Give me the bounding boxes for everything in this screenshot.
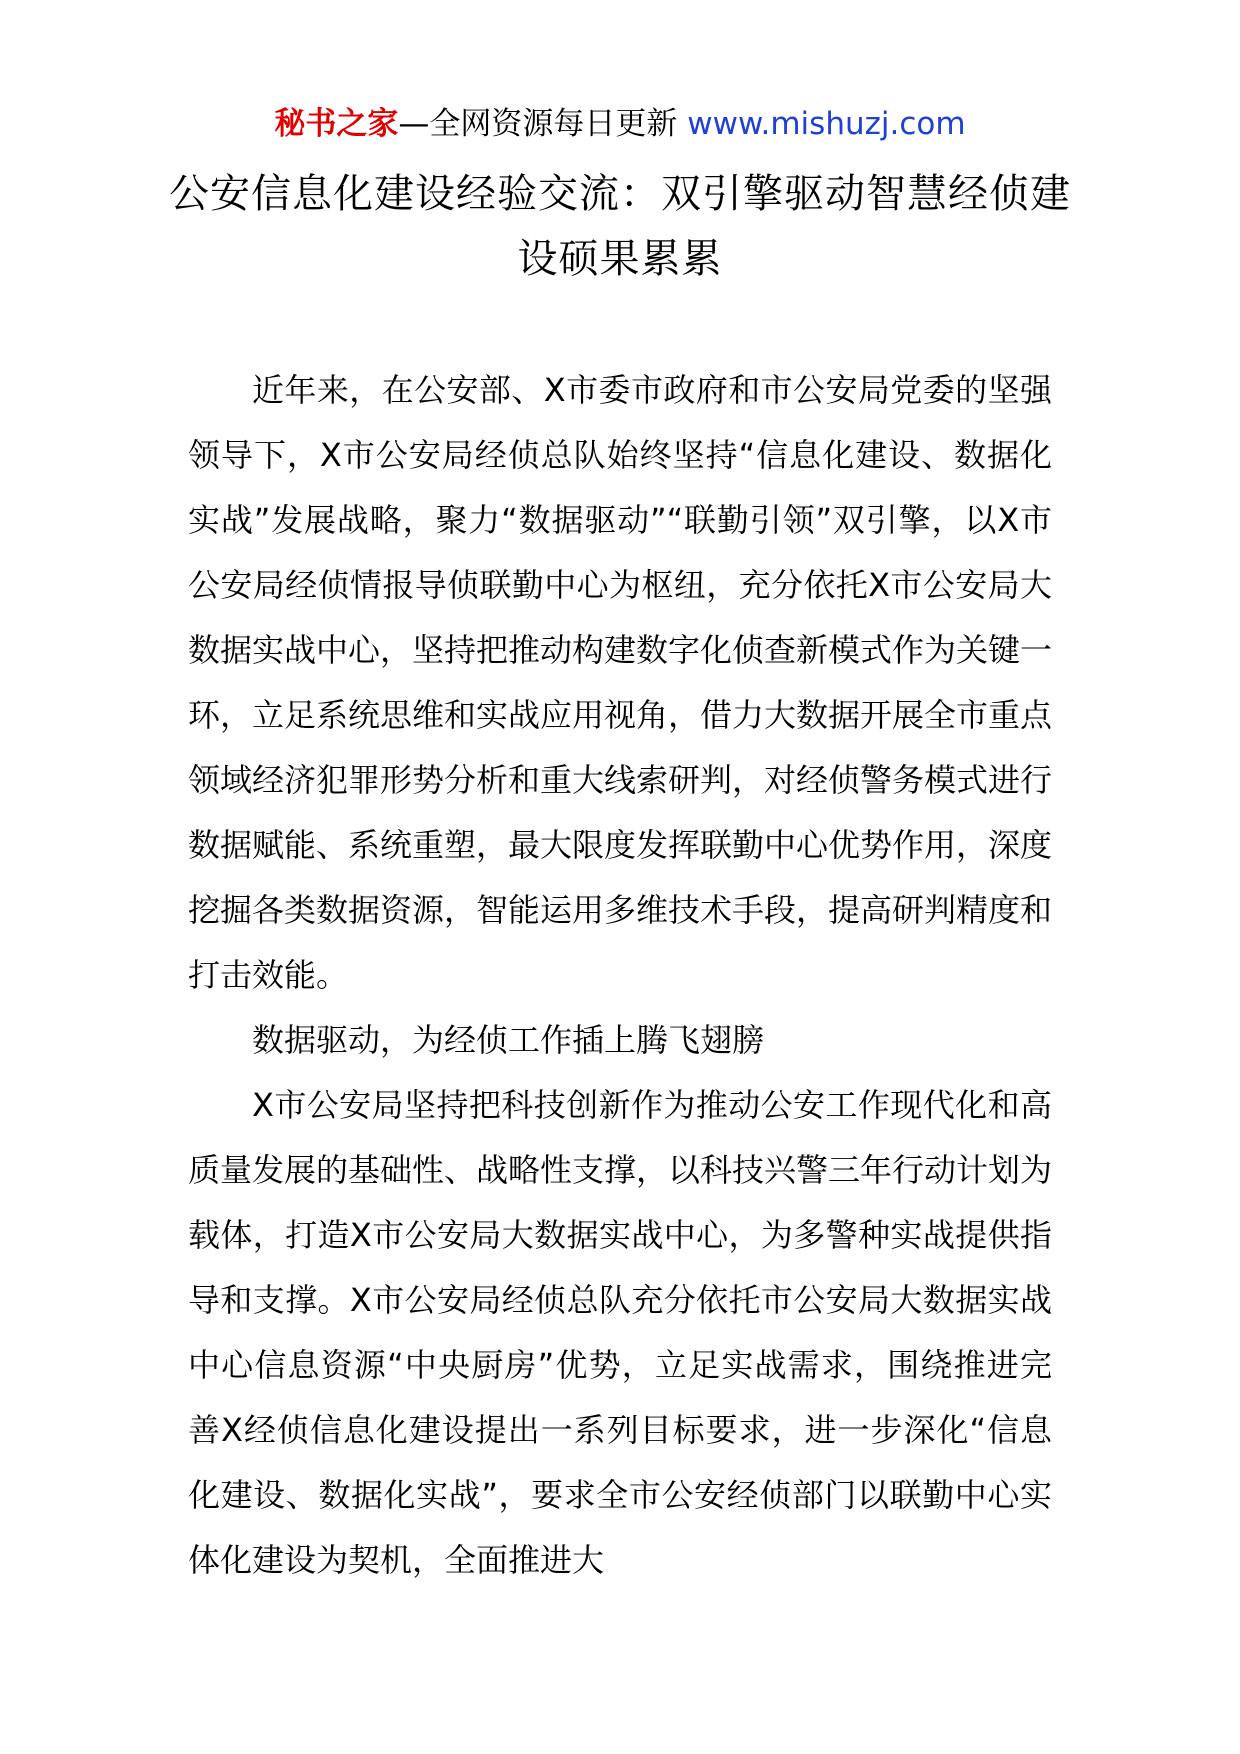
document-title: 公安信息化建设经验交流：双引擎驱动智慧经侦建设硕果累累 — [169, 171, 1071, 282]
paragraph-intro: 近年来，在公安部、X市委市政府和市公安局党委的坚强领导下，X市公安局经侦总队始终坚持“信息化建设、数据化实战”发展战略，聚力“数据驱动”“联勤引领”双引擎，以X市公安局经侦情报导侦联勤中心为枢纽，充分依托X市公安局大数据实战中心，坚持把推动构建数字化侦查新模式作为关键一环，立足系统思维和实战应用视角，借力大数据开展全市重点领域经济犯罪形势分析和重大线索研判，对经侦警务模式进行数据赋能、系统重塑，最大限度发挥联勤中心优势作用，深度挖掘各类数据资源，智能运用多维技术手段，提高研判精度和打击效能。 — [188, 371, 1053, 994]
banner-slogan: —全网资源每日更新 — [398, 106, 688, 142]
paragraph-section-1: X市公安局坚持把科技创新作为推动公安工作现代化和高质量发展的基础性、战略性支撑，以科技兴警三年行动计划为载体，打造X市公安局大数据实战中心，为多警种实战提供指导和支撑。X市公安局经侦总队充分依托市公安局大数据实战中心信息资源“中央厨房”优势，立足实战需求，围绕推进完善X经侦信息化建设提出一系列目标要求，进一步深化“信息化建设、数据化实战”，要求全市公安经侦部门以联勤中心实体化建设为契机，全面推进大 — [188, 1086, 1053, 1579]
document-body — [188, 358, 1052, 1593]
banner-url[interactable]: www.mishuzj.com — [687, 106, 966, 142]
section-heading: 数据驱动，为经侦工作插上腾飞翅膀 — [252, 1021, 765, 1059]
banner-brand: 秘书之家 — [274, 106, 399, 142]
site-banner — [0, 100, 1240, 148]
